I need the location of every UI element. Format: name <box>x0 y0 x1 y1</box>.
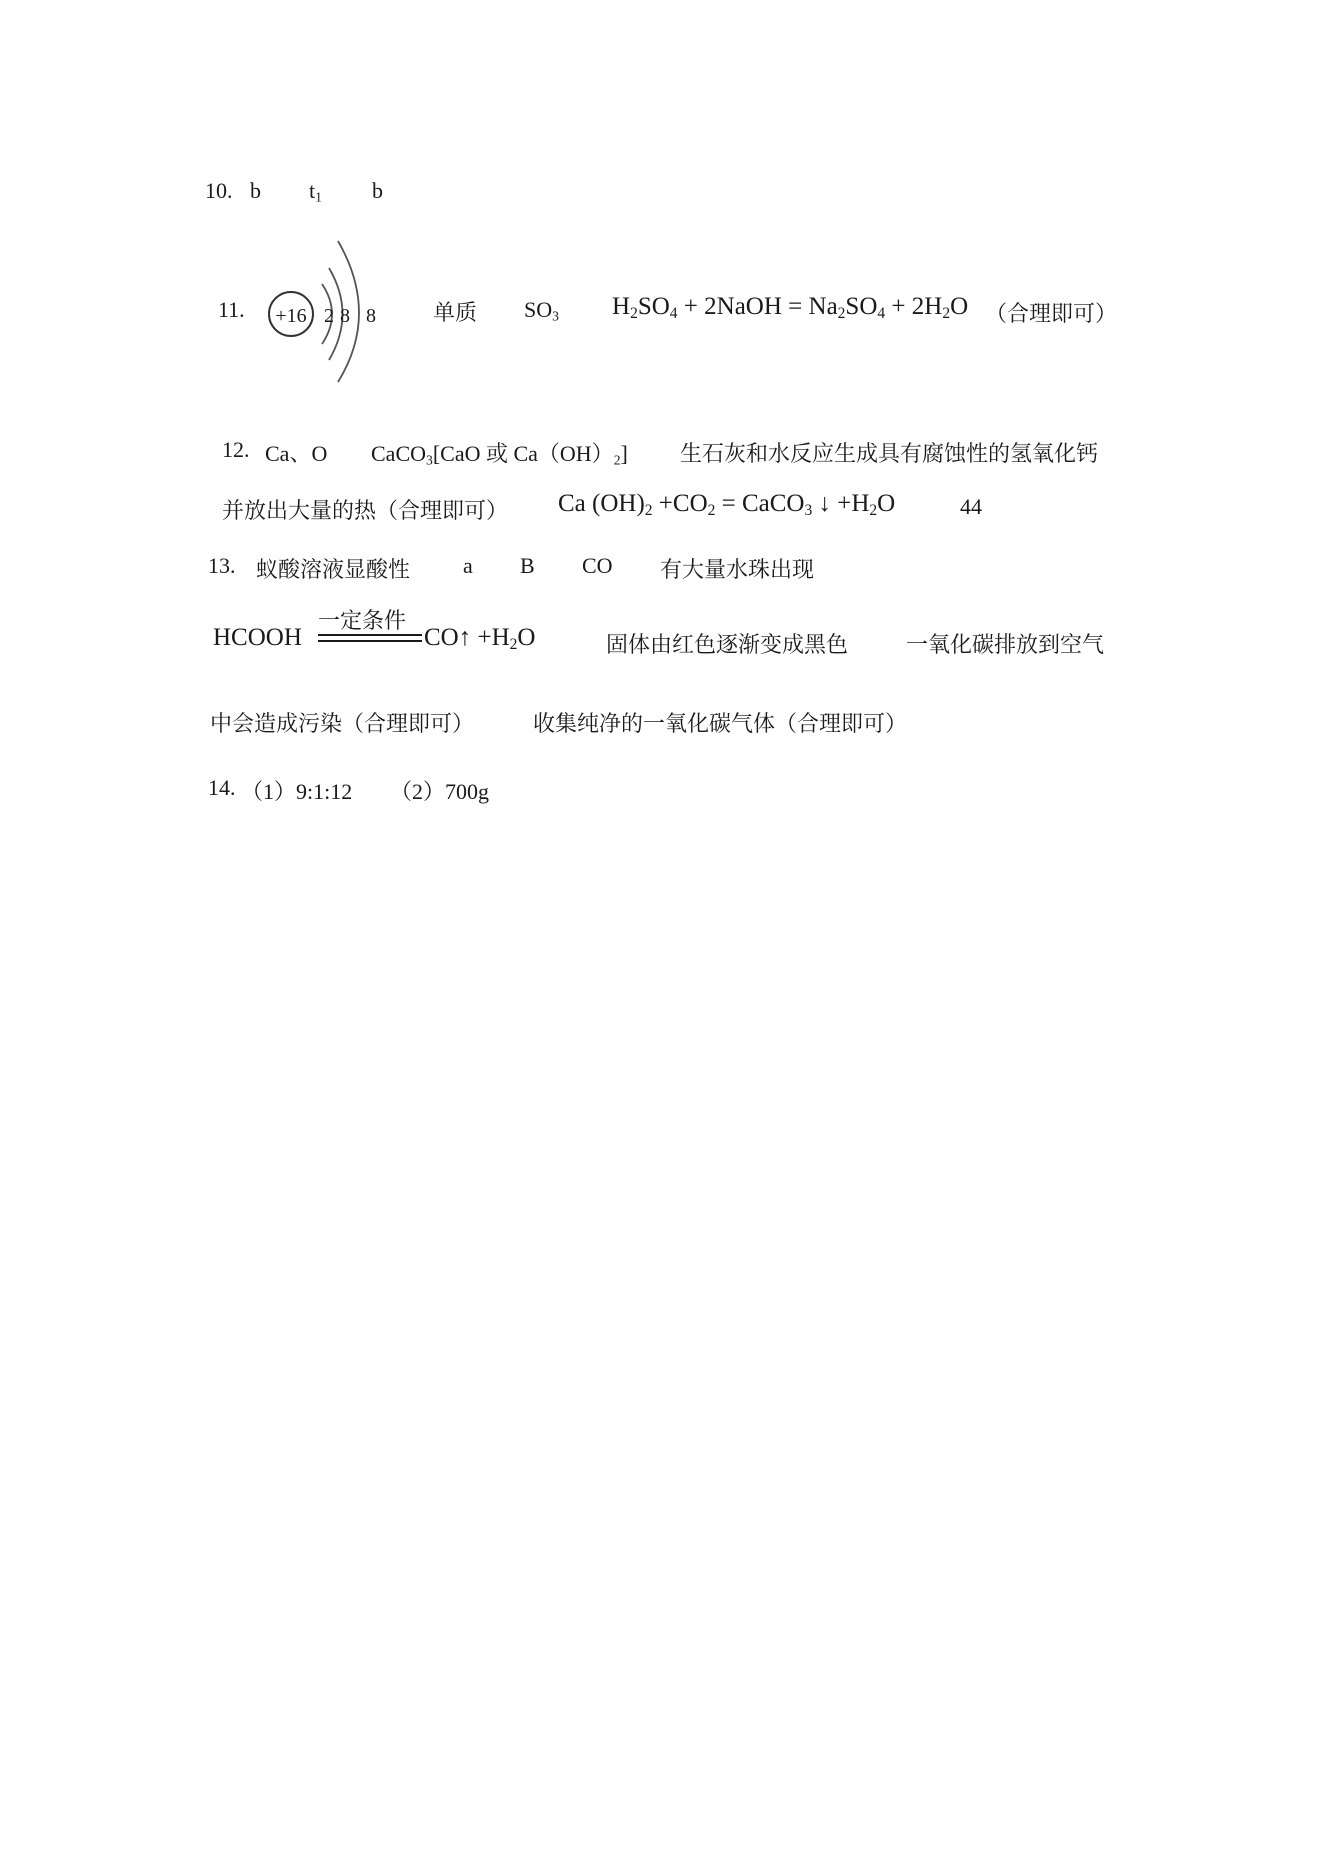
answer-4: 44 <box>960 494 982 519</box>
reaction-condition: 一定条件 <box>318 609 407 634</box>
answer-part-1: （1）9:1:12 <box>241 779 353 804</box>
answer-2: a <box>463 553 473 578</box>
sulfur-ion-structure-diagram <box>262 236 392 386</box>
answer-7-line-1: 一氧化碳排放到空气 <box>906 632 1105 657</box>
answer-7-line-2: 中会造成污染（合理即可） <box>210 711 475 736</box>
answer-6: 固体由红色逐渐变成黑色 <box>606 632 849 657</box>
note: （合理即可） <box>985 301 1118 326</box>
answer-2: $t_1$ <box>309 178 322 205</box>
answer-1: 单质 <box>433 300 478 325</box>
equals-line-top <box>318 634 422 636</box>
answer-5: 有大量水珠出现 <box>660 557 815 582</box>
question-number: 12. <box>222 437 250 462</box>
answer-3: b <box>372 178 383 203</box>
nucleus-charge: +16 <box>275 305 307 327</box>
shell-electrons-1: 2 <box>324 305 334 327</box>
question-number: 14. <box>208 775 236 800</box>
answer-3-line-2: 并放出大量的热（合理即可） <box>222 498 509 523</box>
answer-3: B <box>520 553 535 578</box>
question-number: 13. <box>208 553 236 578</box>
equals-line-bottom <box>318 640 422 642</box>
answer-3-line-1: 生石灰和水反应生成具有腐蚀性的氢氧化钙 <box>680 441 1099 466</box>
answer-1: b <box>250 178 261 203</box>
answer-2: $SO_3$ <box>524 297 559 324</box>
answer-4: CO <box>582 553 613 578</box>
equation-h2so4-naoh: $H_2SO_4$ + 2NaOH = $Na_2SO_4 + 2H_2O$ <box>612 293 969 322</box>
shell-electrons-2: 8 <box>340 305 350 327</box>
answer-1: Ca、O <box>265 441 328 466</box>
answer-8: 收集纯净的一氧化碳气体（合理即可） <box>533 711 908 736</box>
shell-electrons-3: 8 <box>366 305 376 327</box>
answer-part-2: （2）700g <box>390 779 490 804</box>
reactant: HCOOH <box>213 624 302 651</box>
answer-1: 蚁酸溶液显酸性 <box>256 557 411 582</box>
question-number: 11. <box>218 297 245 322</box>
question-number: 10. <box>205 178 233 203</box>
equation-limewater-co2: Ca $(OH)_2 +CO_2$ = CaCO$_3$ ↓ $+H_2O$ <box>558 490 896 519</box>
products: CO↑ $+H_2O$ <box>424 624 536 653</box>
answer-2: CaCO$_3$[CaO 或 $Ca(OH)_2$] <box>371 441 628 468</box>
